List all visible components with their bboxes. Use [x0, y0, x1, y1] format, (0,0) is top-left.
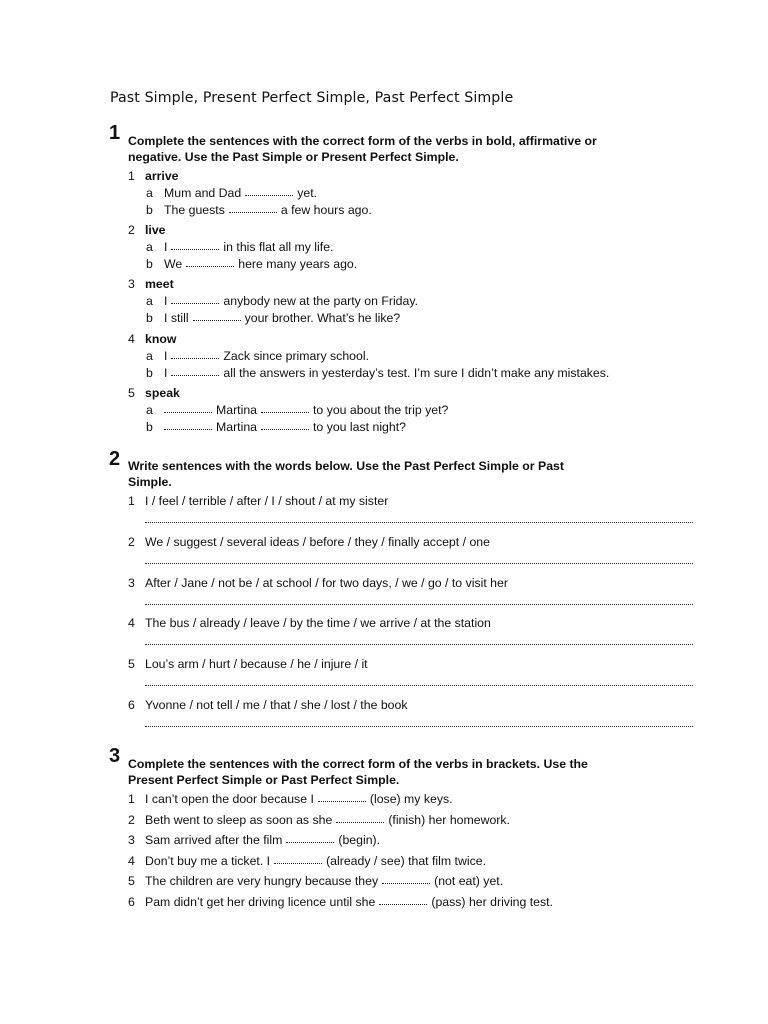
item-verb: meet: [145, 277, 174, 291]
item-verb: speak: [145, 386, 180, 400]
answer-blank[interactable]: [164, 428, 212, 430]
answer-blank[interactable]: [261, 428, 309, 430]
item-number: 5: [128, 657, 135, 671]
sentence-end: here many years ago.: [238, 257, 358, 271]
sentence-start: I still: [164, 311, 189, 325]
sentence-end: (lose) my keys.: [369, 792, 453, 806]
answer-blank[interactable]: [171, 357, 219, 359]
sentence-end: to you about the trip yet?: [313, 403, 449, 417]
item-number: 4: [128, 854, 135, 868]
sentence-end: (already / see) that film twice.: [326, 854, 486, 868]
sentence-end: (begin).: [338, 833, 381, 847]
section-2-number: 2: [109, 448, 121, 470]
sub-letter: a: [146, 294, 153, 308]
section-1-instructions: Complete the sentences with the correct form of the verbs in bold, affirmative or negative. Use the Past Simple or Present Perfect Simple.: [128, 134, 597, 164]
item-number: 5: [128, 386, 135, 400]
answer-blank[interactable]: [261, 411, 309, 413]
item-number: 2: [128, 223, 135, 237]
answer-blank[interactable]: [229, 211, 277, 213]
sub-letter: a: [146, 403, 153, 417]
item-number: 1: [128, 169, 135, 183]
answer-line[interactable]: [145, 685, 693, 686]
item-verb: arrive: [145, 169, 179, 183]
sub-letter: b: [146, 366, 153, 380]
sentence-end: (pass) her driving test.: [431, 895, 554, 909]
item-number: 1: [128, 792, 135, 806]
sub-letter: a: [146, 349, 153, 363]
sentence-start: I: [164, 294, 168, 308]
item-number: 6: [128, 895, 135, 909]
sub-letter: b: [146, 311, 153, 325]
sentence-end: (not eat) yet.: [434, 874, 504, 888]
section-2-instructions: Write sentences with the words below. Use the Past Perfect Simple or Past Simple.: [128, 459, 564, 489]
item-number: 4: [128, 616, 135, 630]
answer-blank[interactable]: [171, 248, 219, 250]
answer-blank[interactable]: [286, 841, 334, 843]
sentence-start: Pam didn’t get her driving licence until she: [145, 895, 376, 909]
prompt-words: Yvonne / not tell / me / that / she / lost / the book: [145, 698, 408, 712]
answer-line[interactable]: [145, 604, 693, 605]
sentence-start: The children are very hungry because they: [145, 874, 379, 888]
sentence-start: Sam arrived after the film: [145, 833, 283, 847]
sentence-end: all the answers in yesterday’s test. I’m sure I didn’t make any mistakes.: [223, 366, 610, 380]
sentence-end: yet.: [297, 186, 318, 200]
answer-line[interactable]: [145, 522, 693, 523]
section-3-number: 3: [109, 745, 121, 767]
sub-letter: b: [146, 257, 153, 271]
section-3-instructions: Complete the sentences with the correct form of the verbs in brackets. Use the Present Perfect Simple or Past Perfect Simple.: [128, 757, 588, 787]
item-number: 2: [128, 813, 135, 827]
sentence-start: I can’t open the door because I: [145, 792, 314, 806]
sentence-end: a few hours ago.: [280, 203, 372, 217]
answer-line[interactable]: [145, 726, 693, 727]
item-number: 4: [128, 332, 135, 346]
sentence-start: Don’t buy me a ticket. I: [145, 854, 271, 868]
item-number: 1: [128, 494, 135, 508]
answer-blank[interactable]: [171, 302, 219, 304]
sentence-start: I: [164, 349, 168, 363]
answer-blank[interactable]: [336, 821, 384, 823]
answer-blank[interactable]: [193, 319, 241, 321]
sentence-start: The guests: [164, 203, 225, 217]
sentence-end: in this flat all my life.: [223, 240, 334, 254]
sentence-start: I: [164, 366, 168, 380]
sentence-start: Mum and Dad: [164, 186, 242, 200]
sub-letter: b: [146, 420, 153, 434]
page-title: Past Simple, Present Perfect Simple, Past Perfect Simple: [110, 90, 514, 106]
prompt-words: We / suggest / several ideas / before / they / finally accept / one: [145, 535, 490, 549]
answer-blank[interactable]: [274, 862, 322, 864]
item-number: 5: [128, 874, 135, 888]
sub-letter: a: [146, 186, 153, 200]
item-number: 3: [128, 576, 135, 590]
sentence-end: to you last night?: [313, 420, 406, 434]
sentence-start: Beth went to sleep as soon as she: [145, 813, 333, 827]
answer-blank[interactable]: [318, 800, 366, 802]
sentence-middle: Martina: [216, 420, 258, 434]
section-1-number: 1: [109, 122, 121, 144]
sentence-end: Zack since primary school.: [223, 349, 369, 363]
sentence-end: your brother. What’s he like?: [244, 311, 401, 325]
answer-blank[interactable]: [186, 265, 234, 267]
answer-line[interactable]: [145, 563, 693, 564]
answer-blank[interactable]: [379, 903, 427, 905]
answer-blank[interactable]: [382, 882, 430, 884]
item-number: 2: [128, 535, 135, 549]
sentence-start: We: [164, 257, 183, 271]
sentence-start: I: [164, 240, 168, 254]
sub-letter: a: [146, 240, 153, 254]
answer-blank[interactable]: [171, 374, 219, 376]
item-number: 6: [128, 698, 135, 712]
answer-blank[interactable]: [245, 194, 293, 196]
item-number: 3: [128, 277, 135, 291]
sub-letter: b: [146, 203, 153, 217]
answer-blank[interactable]: [164, 411, 212, 413]
item-verb: know: [145, 332, 177, 346]
answer-line[interactable]: [145, 644, 693, 645]
prompt-words: I / feel / terrible / after / I / shout / at my sister: [145, 494, 389, 508]
prompt-words: After / Jane / not be / at school / for two days, / we / go / to visit her: [145, 576, 508, 590]
sentence-middle: Martina: [216, 403, 258, 417]
item-number: 3: [128, 833, 135, 847]
sentence-end: (finish) her homework.: [388, 813, 510, 827]
prompt-words: Lou’s arm / hurt / because / he / injure / it: [145, 657, 368, 671]
item-verb: live: [145, 223, 166, 237]
sentence-end: anybody new at the party on Friday.: [223, 294, 419, 308]
prompt-words: The bus / already / leave / by the time / we arrive / at the station: [145, 616, 491, 630]
